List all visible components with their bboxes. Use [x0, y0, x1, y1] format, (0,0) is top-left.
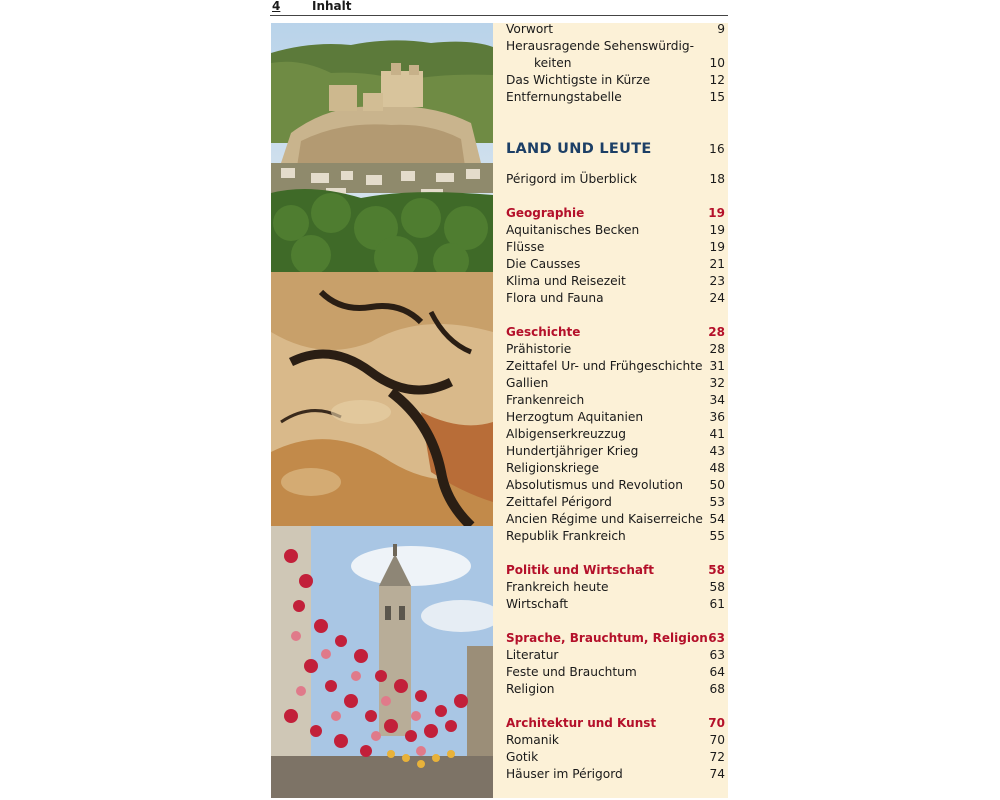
toc-entry-page: 32	[709, 376, 725, 390]
toc-entry-title: Flora und Fauna	[506, 291, 604, 305]
toc-entry-page: 58	[709, 580, 725, 594]
toc-entry-title: Périgord im Überblick	[506, 172, 637, 186]
toc-entry-page: 18	[709, 172, 725, 186]
toc-entry-title: Romanik	[506, 733, 559, 747]
table-of-contents	[493, 23, 728, 798]
toc-entry-page: 54	[709, 512, 725, 526]
toc-section-heading-title: Politik und Wirtschaft	[506, 563, 654, 577]
toc-entry-title: Klima und Reisezeit	[506, 274, 626, 288]
toc-section-heading-page: 70	[708, 716, 725, 730]
toc-section-heading-title: Geographie	[506, 206, 585, 220]
toc-section-heading-page: 28	[708, 325, 725, 339]
toc-entry-title: Literatur	[506, 648, 559, 662]
toc-entry-page: 19	[709, 223, 725, 237]
toc-entry-page: 34	[709, 393, 725, 407]
toc-entry-page: 70	[709, 733, 725, 747]
toc-entry-title: keiten	[534, 56, 572, 70]
toc-entry-page: 23	[709, 274, 725, 288]
toc-entry-title: Aquitanisches Becken	[506, 223, 640, 237]
toc-entry-title: Zeittafel Périgord	[506, 495, 612, 509]
toc-entry-title: Häuser im Périgord	[506, 767, 623, 781]
cave-painting-photo	[271, 272, 493, 526]
toc-entry-page: 21	[709, 257, 725, 271]
page-header	[270, 0, 728, 16]
toc-entry-page: 63	[709, 648, 725, 662]
street-garlands-photo	[271, 526, 493, 798]
toc-chapter-page: 16	[709, 142, 725, 156]
toc-entry-title: Flüsse	[506, 240, 545, 254]
toc-entry-page: 53	[709, 495, 725, 509]
toc-entry-title: Prähistorie	[506, 342, 572, 356]
toc-entry-page: 9	[717, 22, 725, 36]
toc-entry-title: Herausragende Sehenswürdig-	[506, 39, 695, 53]
toc-entry-page: 31	[709, 359, 725, 373]
toc-section-heading-page: 19	[708, 206, 725, 220]
toc-entry-title: Entfernungstabelle	[506, 90, 622, 104]
page-title: Inhalt	[312, 0, 352, 13]
toc-entry-title: Zeittafel Ur- und Frühgeschichte	[506, 359, 703, 373]
toc-entry-page: 43	[709, 444, 725, 458]
toc-entry-page: 68	[709, 682, 725, 696]
toc-entry-title: Vorwort	[506, 22, 554, 36]
toc-entry-title: Gallien	[506, 376, 549, 390]
toc-entry-title: Albigenserkreuzzug	[506, 427, 626, 441]
toc-entry-title: Ancien Régime und Kaiserreiche	[506, 512, 703, 526]
toc-entry-title: Hundertjähriger Krieg	[506, 444, 639, 458]
page-number: 4	[272, 0, 281, 13]
toc-section-heading-page: 58	[708, 563, 725, 577]
toc-entry-title: Frankreich heute	[506, 580, 609, 594]
toc-entry-title: Die Causses	[506, 257, 581, 271]
toc-entry-page: 50	[709, 478, 725, 492]
toc-entry-title: Religionskriege	[506, 461, 600, 475]
toc-entry-page: 48	[709, 461, 725, 475]
toc-entry-title: Feste und Brauchtum	[506, 665, 637, 679]
toc-section-heading-page: 63	[708, 631, 725, 645]
toc-section-heading-title: Sprache, Brauchtum, Religion	[506, 631, 708, 645]
toc-entry-page: 61	[709, 597, 725, 611]
toc-entry-title: Gotik	[506, 750, 539, 764]
toc-section-heading-title: Architektur und Kunst	[506, 716, 657, 730]
toc-entry-page: 64	[709, 665, 725, 679]
castle-photo	[271, 23, 493, 272]
toc-entry-page: 10	[709, 56, 725, 70]
toc-entry-page: 12	[709, 73, 725, 87]
toc-entry-page: 72	[709, 750, 725, 764]
toc-entry-page: 36	[709, 410, 725, 424]
toc-section-heading-title: Geschichte	[506, 325, 581, 339]
toc-entry-title: Das Wichtigste in Kürze	[506, 73, 651, 87]
toc-entry-title: Religion	[506, 682, 555, 696]
toc-entry-title: Republik Frankreich	[506, 529, 626, 543]
toc-entry-page: 24	[709, 291, 725, 305]
toc-entry-title: Absolutismus und Revolution	[506, 478, 683, 492]
toc-entry-page: 19	[709, 240, 725, 254]
toc-entry-page: 74	[709, 767, 725, 781]
toc-entry-page: 41	[709, 427, 725, 441]
toc-entry-page: 28	[709, 342, 725, 356]
toc-entry-title: Frankenreich	[506, 393, 585, 407]
toc-entry-page: 55	[709, 529, 725, 543]
toc-chapter-title: LAND UND LEUTE	[506, 141, 652, 157]
toc-entry-title: Herzogtum Aquitanien	[506, 410, 644, 424]
toc-entry-page: 15	[709, 90, 725, 104]
toc-entry-title: Wirtschaft	[506, 597, 569, 611]
